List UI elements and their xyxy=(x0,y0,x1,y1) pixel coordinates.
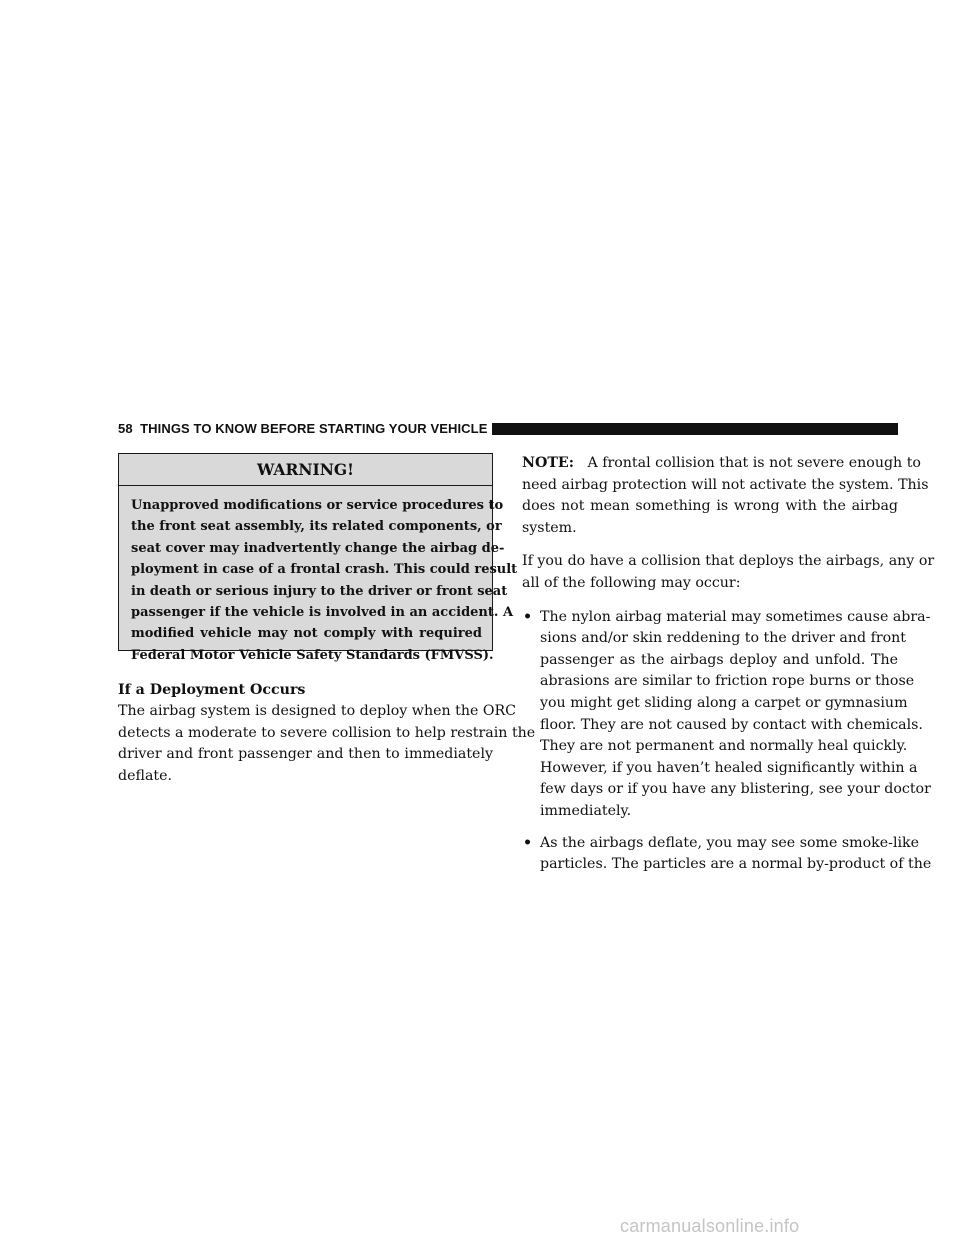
intro-paragraph xyxy=(522,551,935,594)
bullet-item xyxy=(522,833,932,876)
paragraph-line: all of the following may occur: xyxy=(522,574,741,591)
note-paragraph xyxy=(522,453,929,539)
warning-line: Unapproved modifications or service procedures to xyxy=(131,498,504,513)
bullet-item xyxy=(522,607,931,823)
warning-line: the front seat assembly, its related components, or xyxy=(131,519,502,535)
paragraph-line: system. xyxy=(522,519,577,536)
warning-line: modified vehicle may not comply with required xyxy=(131,626,482,642)
deployment-heading: If a Deployment Occurs xyxy=(118,682,306,698)
paragraph-line: If you do have a collision that deploys the airbags, any or xyxy=(522,553,935,570)
bullet-line: abrasions are similar to friction rope burns or those xyxy=(540,673,915,690)
bullet-line: However, if you haven’t healed significantly within a xyxy=(540,759,918,776)
warning-line: passenger if the vehicle is involved in an accident. A xyxy=(131,605,514,621)
warning-line: Federal Motor Vehicle Safety Standards (FMVSS). xyxy=(131,647,494,663)
bullet-line: you might get sliding along a carpet or gymnasium xyxy=(540,694,908,711)
paragraph-line: detects a moderate to severe collision to help restrain the xyxy=(118,724,536,741)
note-label: NOTE: xyxy=(522,455,574,471)
paragraph-line: deflate. xyxy=(118,767,173,784)
paragraph-line: need airbag protection will not activate the system. This xyxy=(522,476,929,493)
warning-line: in death or serious injury to the driver or front seat xyxy=(131,583,508,599)
page-header xyxy=(118,419,898,439)
watermark: carmanualsonline.info xyxy=(620,1216,800,1236)
bullet-line: immediately. xyxy=(540,802,632,819)
paragraph-line: driver and front passenger and then to immediately xyxy=(118,746,493,763)
page-number: 58 xyxy=(118,421,133,436)
paragraph-line: The airbag system is designed to deploy when the ORC xyxy=(118,703,517,719)
bullet-line: sions and/or skin reddening to the driver and front xyxy=(540,630,906,647)
bullet-line: The nylon airbag material may sometimes cause abra- xyxy=(540,608,931,625)
warning-line: seat cover may inadvertently change the airbag de- xyxy=(131,540,505,556)
bullet-icon: • xyxy=(523,608,533,625)
bullet-line: few days or if you have any blistering, see your doctor xyxy=(540,781,931,798)
bullet-icon: • xyxy=(523,834,533,851)
warning-body xyxy=(131,495,518,666)
bullet-line: passenger as the airbags deploy and unfold. The xyxy=(540,651,898,668)
bullet-line: floor. They are not caused by contact with chemicals. xyxy=(540,716,923,733)
right-column xyxy=(522,453,935,886)
deployment-paragraph xyxy=(118,701,536,787)
section-title: THINGS TO KNOW BEFORE STARTING YOUR VEHICLE xyxy=(140,421,488,436)
bullet-line: As the airbags deflate, you may see some smoke-like xyxy=(540,834,920,851)
left-column xyxy=(118,680,536,787)
header-text xyxy=(118,421,487,436)
header-rule-bar xyxy=(492,423,898,435)
warning-line: ployment in case of a frontal crash. This could result xyxy=(131,562,518,578)
bullet-line: They are not permanent and normally heal quickly. xyxy=(540,738,908,755)
warning-box xyxy=(118,453,518,663)
note-first-text: A frontal collision that is not severe enough to xyxy=(587,455,921,471)
paragraph-line: does not mean something is wrong with the airbag xyxy=(522,498,898,515)
bullet-line: particles. The particles are a normal by-product of the xyxy=(540,856,932,873)
note-first-line xyxy=(522,453,921,475)
warning-title: WARNING! xyxy=(119,454,492,486)
